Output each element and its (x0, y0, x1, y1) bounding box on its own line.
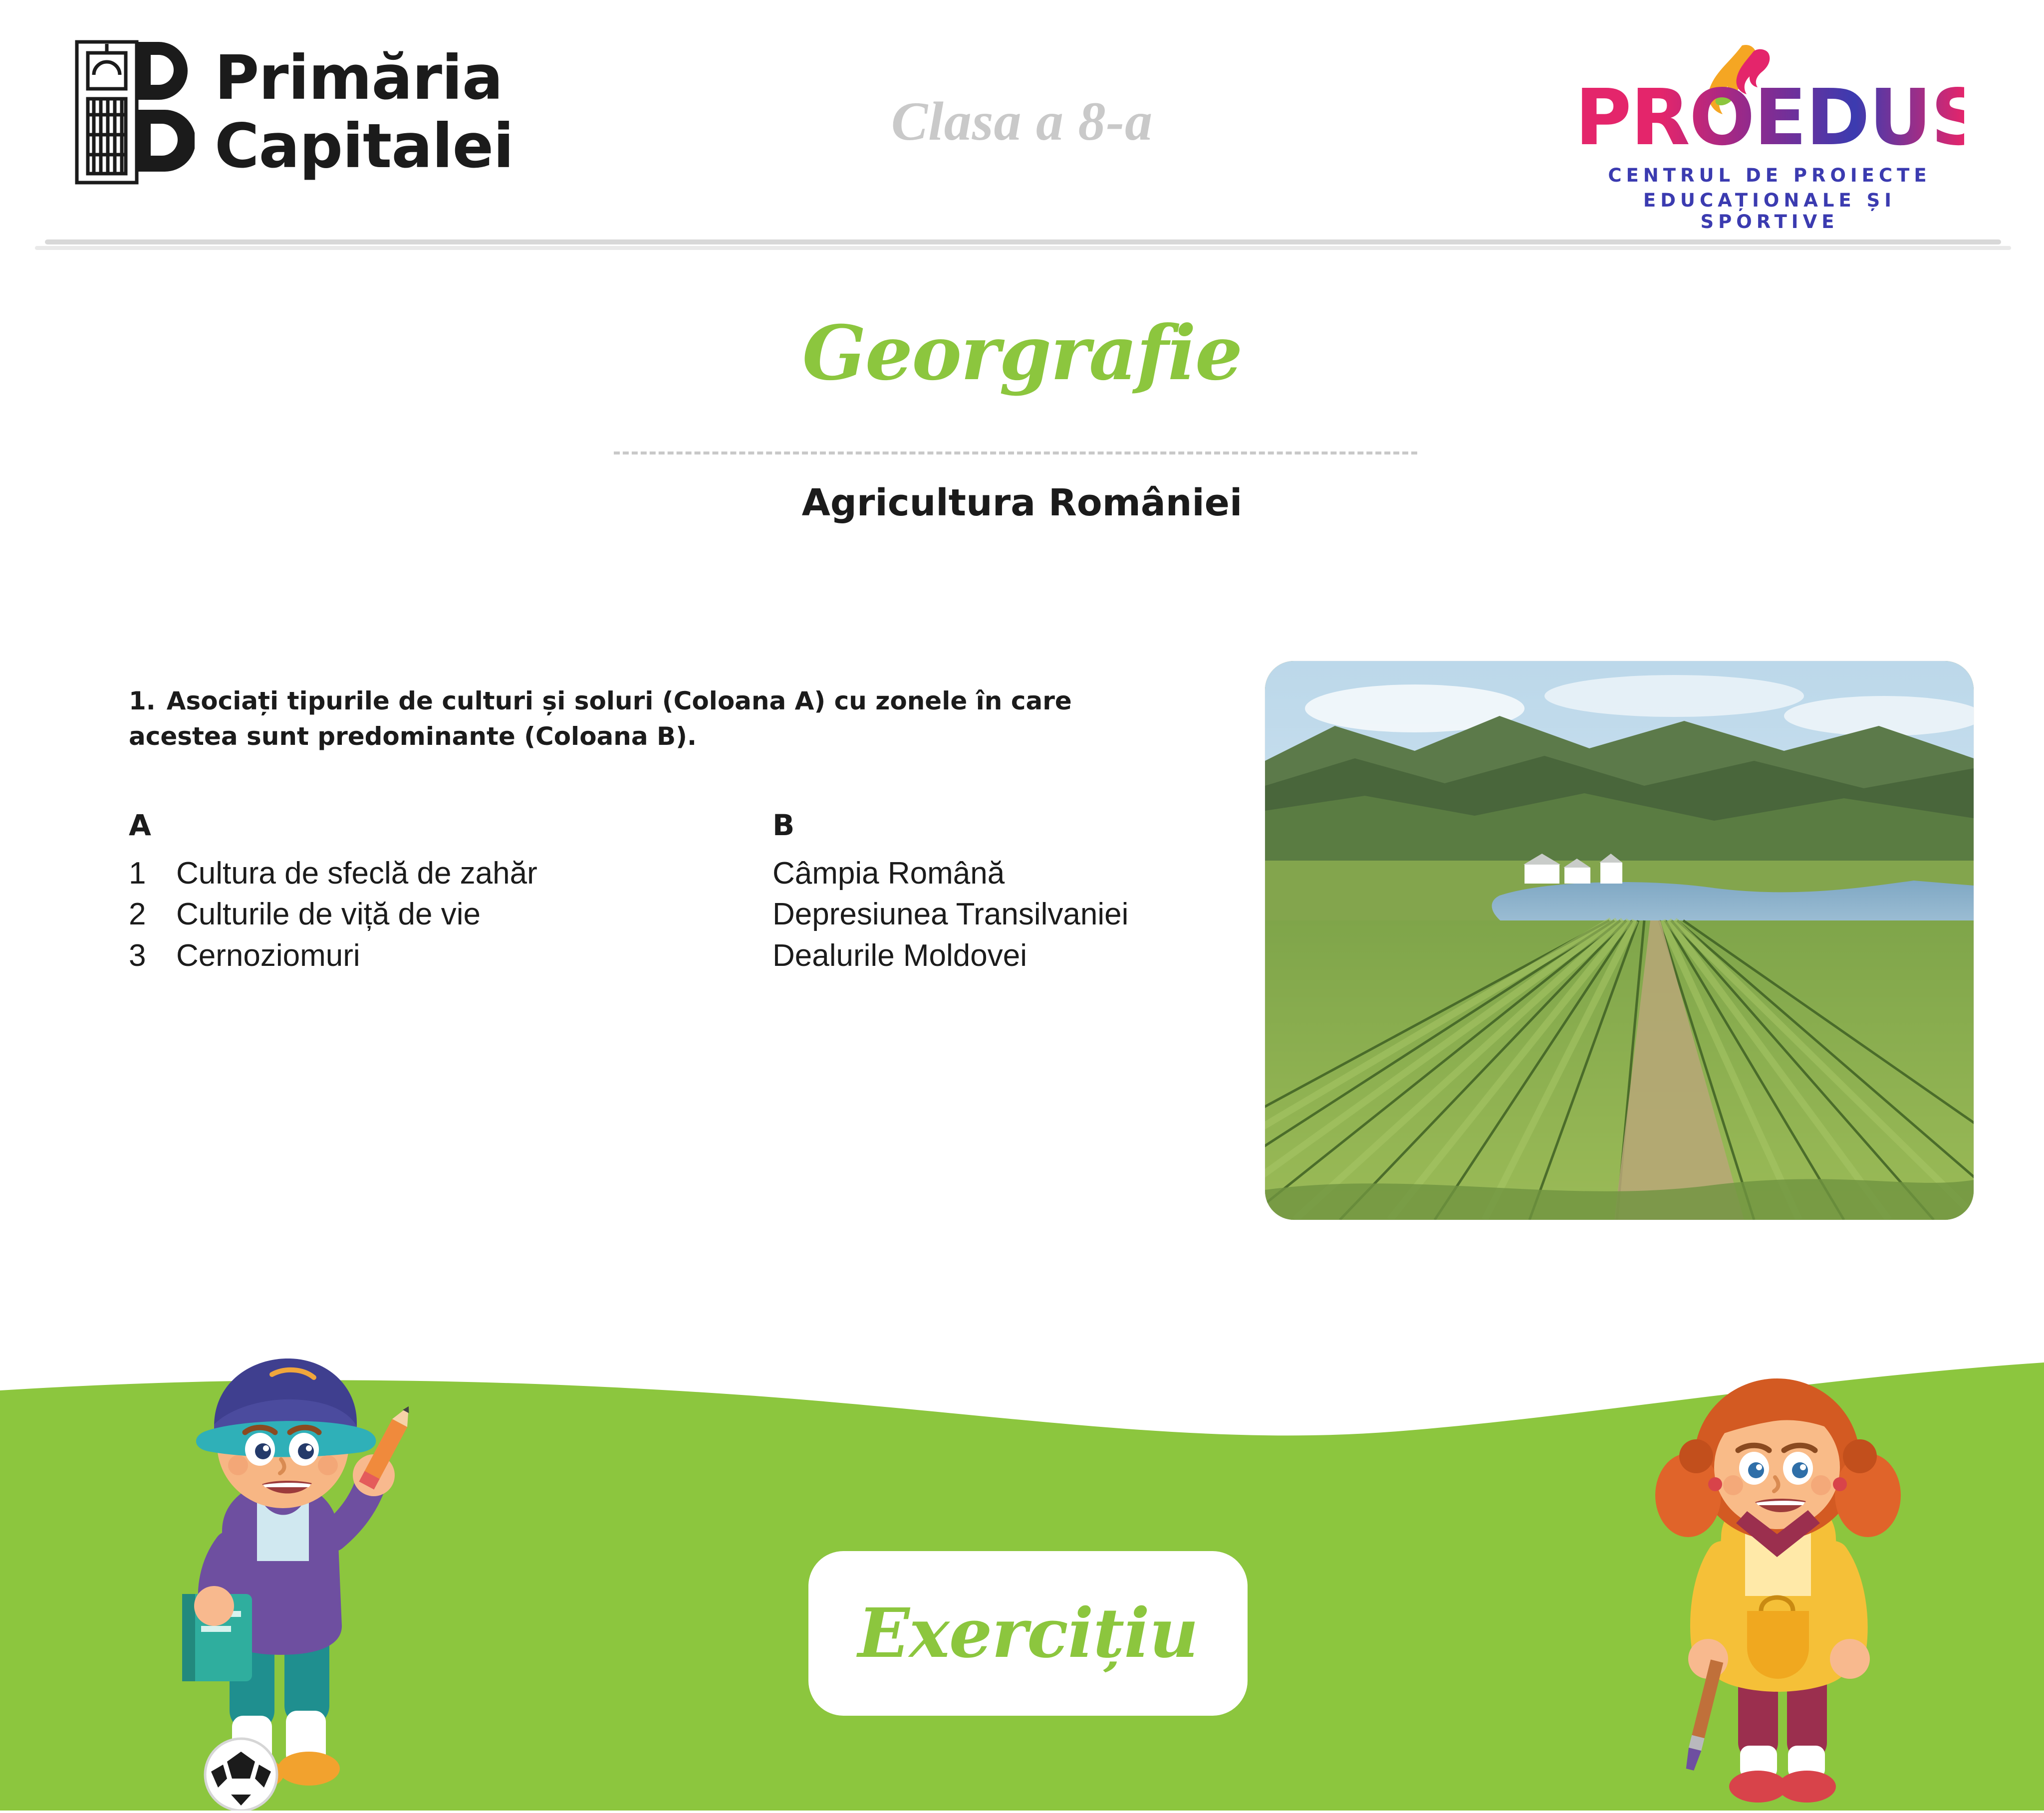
column-a-header: A (129, 808, 151, 842)
header-divider (45, 239, 2001, 244)
list-item (129, 935, 772, 976)
item-index: 1 (129, 856, 146, 891)
page-header (0, 0, 2044, 249)
match-columns (129, 808, 1227, 976)
boy-mascot-illustration (107, 1347, 427, 1811)
list-item: Depresiunea Transilvaniei (772, 897, 1129, 932)
column-b (772, 808, 1222, 976)
page-footer (0, 1332, 2044, 1811)
exercise-badge (808, 1551, 1248, 1716)
item-index: 2 (129, 897, 146, 932)
title-dashed-divider (614, 452, 1417, 454)
item-label: Cernoziomuri (176, 938, 360, 973)
proedus-logo (1575, 42, 1986, 232)
subject-title: Georgrafie (802, 309, 1242, 397)
list-item (129, 894, 772, 935)
logo-line-1: Primăria (215, 42, 503, 114)
proedus-wordmark: PROEDUS (1575, 72, 1986, 163)
exercise-badge-label: Exercițiu (858, 1593, 1198, 1673)
item-label: Cultura de sfeclă de zahăr (176, 856, 537, 891)
girl-mascot-illustration (1622, 1361, 1932, 1811)
column-a (129, 808, 772, 976)
header-divider-secondary (35, 246, 2011, 250)
list-item (129, 853, 772, 894)
vineyard-photo (1265, 661, 1974, 1220)
grade-label: Clasa a 8-a (891, 91, 1153, 152)
list-item: Dealurile Moldovei (772, 938, 1027, 973)
exercise-number: 1. (129, 686, 156, 715)
proedus-subtitle-2: EDUCAȚIONALE ȘI SPORTIVE (1643, 190, 1896, 232)
item-label: Culturile de viță de vie (176, 897, 481, 932)
lesson-title: Agricultura României (801, 481, 1243, 524)
exercise-statement (129, 683, 1167, 754)
proedus-subtitle-1: CENTRUL DE PROIECTE (1608, 165, 1931, 186)
exercise-statement-text: Asociați tipurile de culturi și soluri (Coloana A) cu zonele în care acestea sunt predominante (Coloana B). (129, 686, 1072, 751)
item-index: 3 (129, 938, 146, 973)
list-item: Câmpia Română (772, 856, 1005, 891)
logo-line-2: Capitalei (215, 111, 514, 182)
column-b-header: B (772, 808, 795, 842)
